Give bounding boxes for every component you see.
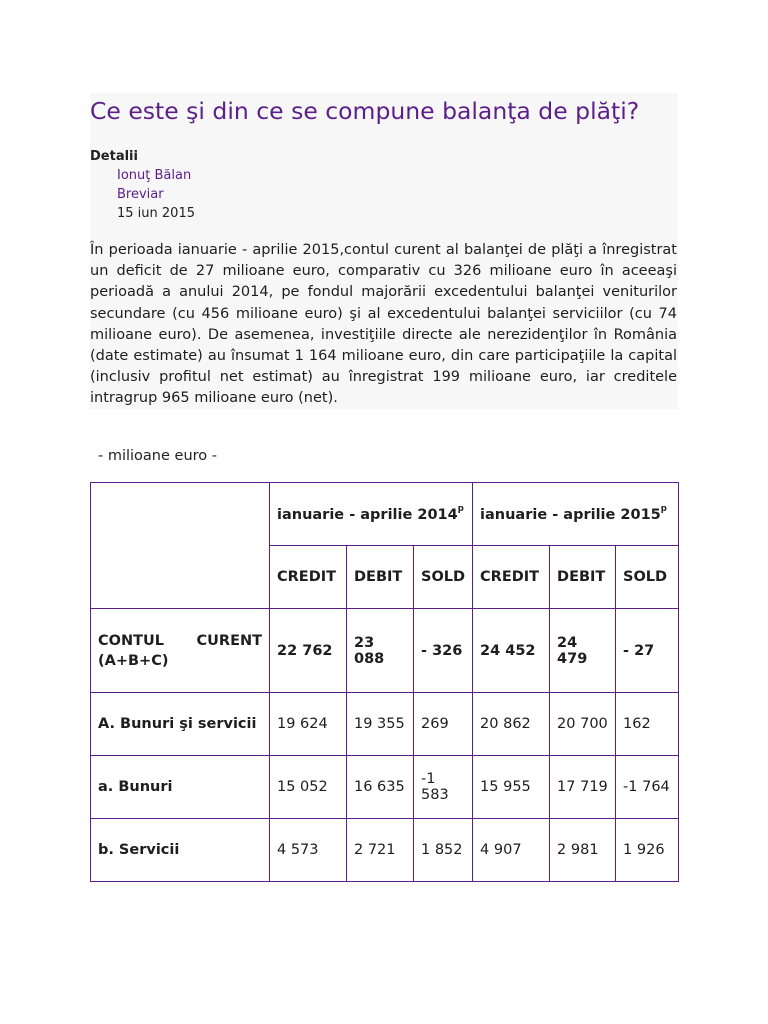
cell-value: 22 762 xyxy=(270,609,347,693)
row-label: a. Bunuri xyxy=(91,756,270,819)
cell-value: 162 xyxy=(616,693,679,756)
cell-value: 4 573 xyxy=(270,819,347,882)
balance-of-payments-table xyxy=(90,482,679,882)
table-header-row xyxy=(91,483,679,546)
table-row-goods xyxy=(91,756,679,819)
cell-value: 4 907 xyxy=(473,819,550,882)
row-label: b. Servicii xyxy=(91,819,270,882)
cell-value: 19 355 xyxy=(347,693,414,756)
header-corner-cell xyxy=(91,483,270,609)
author-link[interactable]: Ionuţ Bălan xyxy=(117,168,192,183)
row-label: A. Bunuri şi servicii xyxy=(91,693,270,756)
publish-date: 15 iun 2015 xyxy=(117,206,195,221)
cell-value: 1 852 xyxy=(414,819,473,882)
period-header-2015: ianuarie - aprilie 2015$^p$ xyxy=(473,483,679,546)
cell-value: 19 624 xyxy=(270,693,347,756)
col-sold-2015: SOLD xyxy=(616,546,679,609)
cell-value: 15 052 xyxy=(270,756,347,819)
cell-value: -1 764 xyxy=(616,756,679,819)
cell-value: - 27 xyxy=(616,609,679,693)
table-row-goods-services xyxy=(91,693,679,756)
cell-value: 1 926 xyxy=(616,819,679,882)
cell-value: 269 xyxy=(414,693,473,756)
col-sold-2014: SOLD xyxy=(414,546,473,609)
intro-paragraph: În perioada ianuarie - aprilie 2015,contul curent al balanţei de plăţi a înregistrat un deficit de 27 milioane euro, comparativ cu 326 milioane euro în aceeaşi perioadă a anului 2014, pe fondul majorării excedentului balanţei veniturilor secundare (cu 456 milioane euro) şi al excedentului balanţei serviciilor (cu 74 milioane euro). De asemenea, investiţiile directe ale nerezidenţilor în România (date estimate) au însumat 1 164 milioane euro, din care participaţiile la capital (inclusiv profitul net estimat) au înregistrat 199 milioane euro, iar creditele intragrup 965 milioane euro (net). xyxy=(90,242,677,407)
row-label: CONTUL CURENT (A+B+C) xyxy=(91,609,270,693)
cell-value: 20 700 xyxy=(550,693,616,756)
cell-value: 24 452 xyxy=(473,609,550,693)
col-credit-2015: CREDIT xyxy=(473,546,550,609)
cell-value: -1 583 xyxy=(414,756,473,819)
cell-value: 15 955 xyxy=(473,756,550,819)
cell-value: 2 981 xyxy=(550,819,616,882)
col-debit-2015: DEBIT xyxy=(550,546,616,609)
cell-value: 2 721 xyxy=(347,819,414,882)
cell-value: 20 862 xyxy=(473,693,550,756)
period-header-2014: ianuarie - aprilie 2014$^p$ xyxy=(270,483,473,546)
cell-value: 24 479 xyxy=(550,609,616,693)
cell-value: 16 635 xyxy=(347,756,414,819)
col-debit-2014: DEBIT xyxy=(347,546,414,609)
cell-value: - 326 xyxy=(414,609,473,693)
table-row-services xyxy=(91,819,679,882)
cell-value: 23 088 xyxy=(347,609,414,693)
details-label: Detalii xyxy=(90,149,138,164)
category-link[interactable]: Breviar xyxy=(117,187,164,202)
table-row-current-account xyxy=(91,609,679,693)
col-credit-2014: CREDIT xyxy=(270,546,347,609)
unit-note: - milioane euro - xyxy=(98,448,217,464)
page-title: Ce este şi din ce se compune balanţa de plăţi? xyxy=(90,97,640,125)
cell-value: 17 719 xyxy=(550,756,616,819)
